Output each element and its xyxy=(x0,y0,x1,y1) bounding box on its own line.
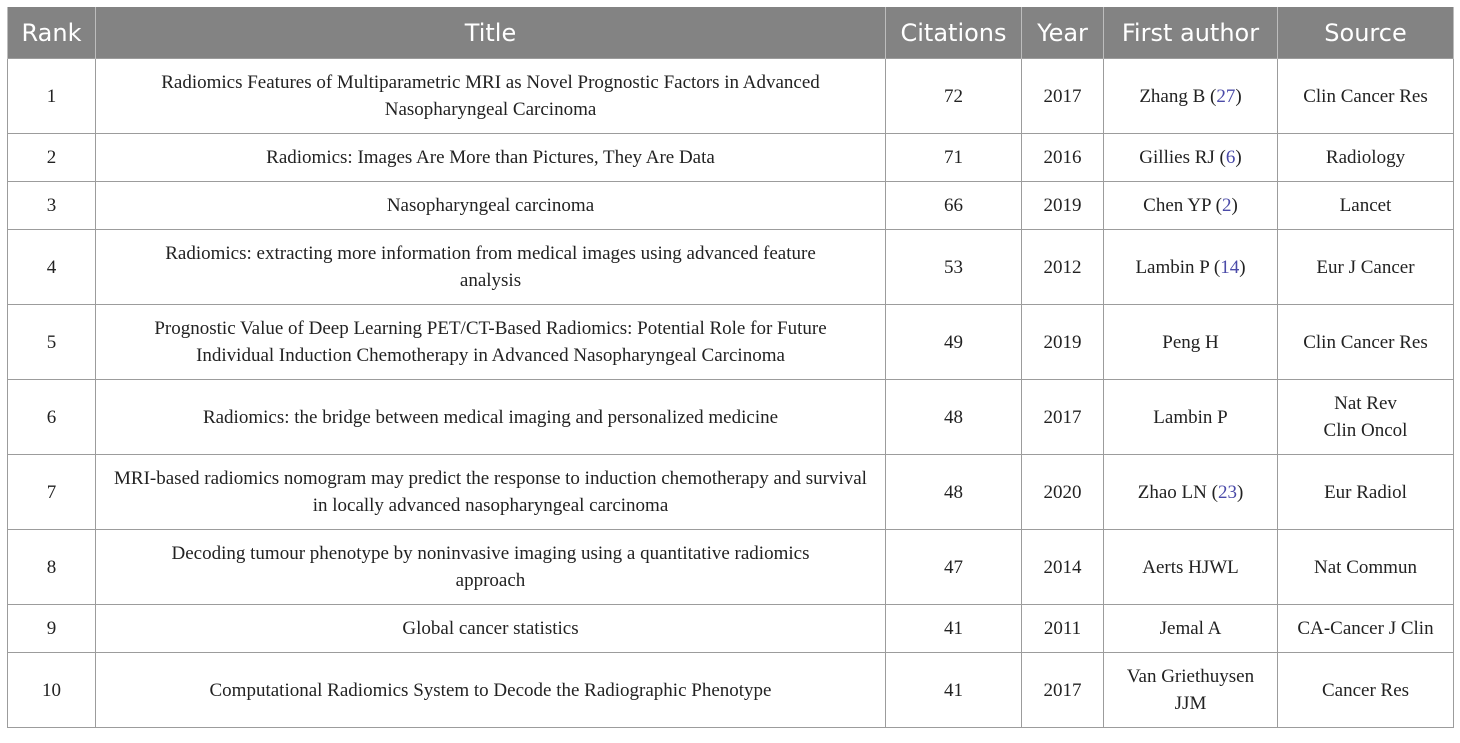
cell-title: Global cancer statistics xyxy=(96,605,886,653)
cell-first-author: Van Griethuysen JJM xyxy=(1104,653,1278,728)
cell-year: 2011 xyxy=(1022,605,1104,653)
cell-first-author xyxy=(1104,182,1278,230)
table-row xyxy=(8,59,1454,134)
cell-year: 2019 xyxy=(1022,182,1104,230)
citations-table-container xyxy=(7,7,1453,728)
cell-year: 2017 xyxy=(1022,59,1104,134)
cell-citations: 66 xyxy=(886,182,1022,230)
cell-first-author: Jemal A xyxy=(1104,605,1278,653)
cell-year: 2017 xyxy=(1022,380,1104,455)
cell-title: Radiomics: Images Are More than Pictures, They Are Data xyxy=(96,134,886,182)
author-name: Zhao LN ( xyxy=(1137,481,1218,503)
author-name: Gillies RJ ( xyxy=(1139,147,1226,168)
cell-rank: 9 xyxy=(8,605,96,653)
table-row xyxy=(8,455,1454,530)
cell-title: Prognostic Value of Deep Learning PET/CT-Based Radiomics: Potential Role for Future Individual Induction Chemotherapy in Advanced Nasopharyngeal Carcinoma xyxy=(96,305,886,380)
author-name: Lambin P ( xyxy=(1135,256,1221,278)
cell-first-author xyxy=(1104,455,1278,530)
cell-rank: 4 xyxy=(8,230,96,305)
cell-first-author: Peng H xyxy=(1104,305,1278,380)
cell-citations: 41 xyxy=(886,653,1022,728)
header-citations: Citations xyxy=(886,7,1022,59)
table-row xyxy=(8,530,1454,605)
cell-source: Eur J Cancer xyxy=(1278,230,1454,305)
cell-title: Decoding tumour phenotype by noninvasive imaging using a quantitative radiomics approach xyxy=(96,530,886,605)
author-close: ) xyxy=(1231,195,1238,216)
cell-citations: 47 xyxy=(886,530,1022,605)
author-close: ) xyxy=(1239,256,1246,278)
header-row xyxy=(8,7,1454,59)
cell-citations: 49 xyxy=(886,305,1022,380)
cell-title: Computational Radiomics System to Decode the Radiographic Phenotype xyxy=(96,653,886,728)
cell-source: Clin Cancer Res xyxy=(1278,59,1454,134)
cell-rank: 6 xyxy=(8,380,96,455)
cell-first-author xyxy=(1104,134,1278,182)
table-body xyxy=(8,59,1454,728)
reference-link[interactable]: 23 xyxy=(1217,481,1237,503)
author-close: ) xyxy=(1236,481,1244,503)
cell-year: 2019 xyxy=(1022,305,1104,380)
cell-year: 2012 xyxy=(1022,230,1104,305)
citations-table xyxy=(7,7,1454,728)
cell-citations: 41 xyxy=(886,605,1022,653)
cell-citations: 48 xyxy=(886,455,1022,530)
reference-link[interactable]: 6 xyxy=(1225,147,1236,168)
cell-first-author xyxy=(1104,230,1278,305)
reference-link[interactable]: 14 xyxy=(1220,256,1240,278)
reference-link[interactable]: 27 xyxy=(1216,85,1236,107)
table-row xyxy=(8,605,1454,653)
cell-source: Nat Commun xyxy=(1278,530,1454,605)
header-source: Source xyxy=(1278,7,1454,59)
cell-source: Radiology xyxy=(1278,134,1454,182)
cell-title: Radiomics: the bridge between medical imaging and personalized medicine xyxy=(96,380,886,455)
cell-source: Clin Cancer Res xyxy=(1278,305,1454,380)
cell-year: 2014 xyxy=(1022,530,1104,605)
table-row xyxy=(8,305,1454,380)
cell-first-author: Lambin P xyxy=(1104,380,1278,455)
cell-source: Nat Rev Clin Oncol xyxy=(1278,380,1454,455)
table-row xyxy=(8,380,1454,455)
author-name: Zhang B ( xyxy=(1139,85,1217,107)
cell-first-author: Aerts HJWL xyxy=(1104,530,1278,605)
cell-citations: 72 xyxy=(886,59,1022,134)
table-row xyxy=(8,230,1454,305)
cell-year: 2016 xyxy=(1022,134,1104,182)
cell-rank: 10 xyxy=(8,653,96,728)
cell-year: 2017 xyxy=(1022,653,1104,728)
table-header xyxy=(8,7,1454,59)
header-first-author: First author xyxy=(1104,7,1278,59)
cell-rank: 2 xyxy=(8,134,96,182)
author-close: ) xyxy=(1235,85,1242,107)
cell-source: Lancet xyxy=(1278,182,1454,230)
cell-rank: 3 xyxy=(8,182,96,230)
cell-title: Radiomics: extracting more information from medical images using advanced feature analysis xyxy=(96,230,886,305)
cell-title: Radiomics Features of Multiparametric MRI as Novel Prognostic Factors in Advanced Nasopharyngeal Carcinoma xyxy=(96,59,886,134)
header-title: Title xyxy=(96,7,886,59)
reference-link[interactable]: 2 xyxy=(1221,195,1232,216)
cell-rank: 1 xyxy=(8,59,96,134)
header-rank: Rank xyxy=(8,7,96,59)
cell-citations: 48 xyxy=(886,380,1022,455)
cell-rank: 8 xyxy=(8,530,96,605)
cell-citations: 53 xyxy=(886,230,1022,305)
cell-source: Cancer Res xyxy=(1278,653,1454,728)
table-row xyxy=(8,134,1454,182)
cell-citations: 71 xyxy=(886,134,1022,182)
cell-source: Eur Radiol xyxy=(1278,455,1454,530)
table-row xyxy=(8,182,1454,230)
cell-source: CA-Cancer J Clin xyxy=(1278,605,1454,653)
table-row xyxy=(8,653,1454,728)
cell-title: Nasopharyngeal carcinoma xyxy=(96,182,886,230)
author-name: Chen YP ( xyxy=(1143,195,1222,216)
cell-first-author xyxy=(1104,59,1278,134)
cell-rank: 7 xyxy=(8,455,96,530)
header-year: Year xyxy=(1022,7,1104,59)
author-close: ) xyxy=(1235,147,1242,168)
cell-year: 2020 xyxy=(1022,455,1104,530)
cell-rank: 5 xyxy=(8,305,96,380)
cell-title: MRI-based radiomics nomogram may predict the response to induction chemotherapy and survival in locally advanced nasopharyngeal carcinoma xyxy=(96,455,886,530)
